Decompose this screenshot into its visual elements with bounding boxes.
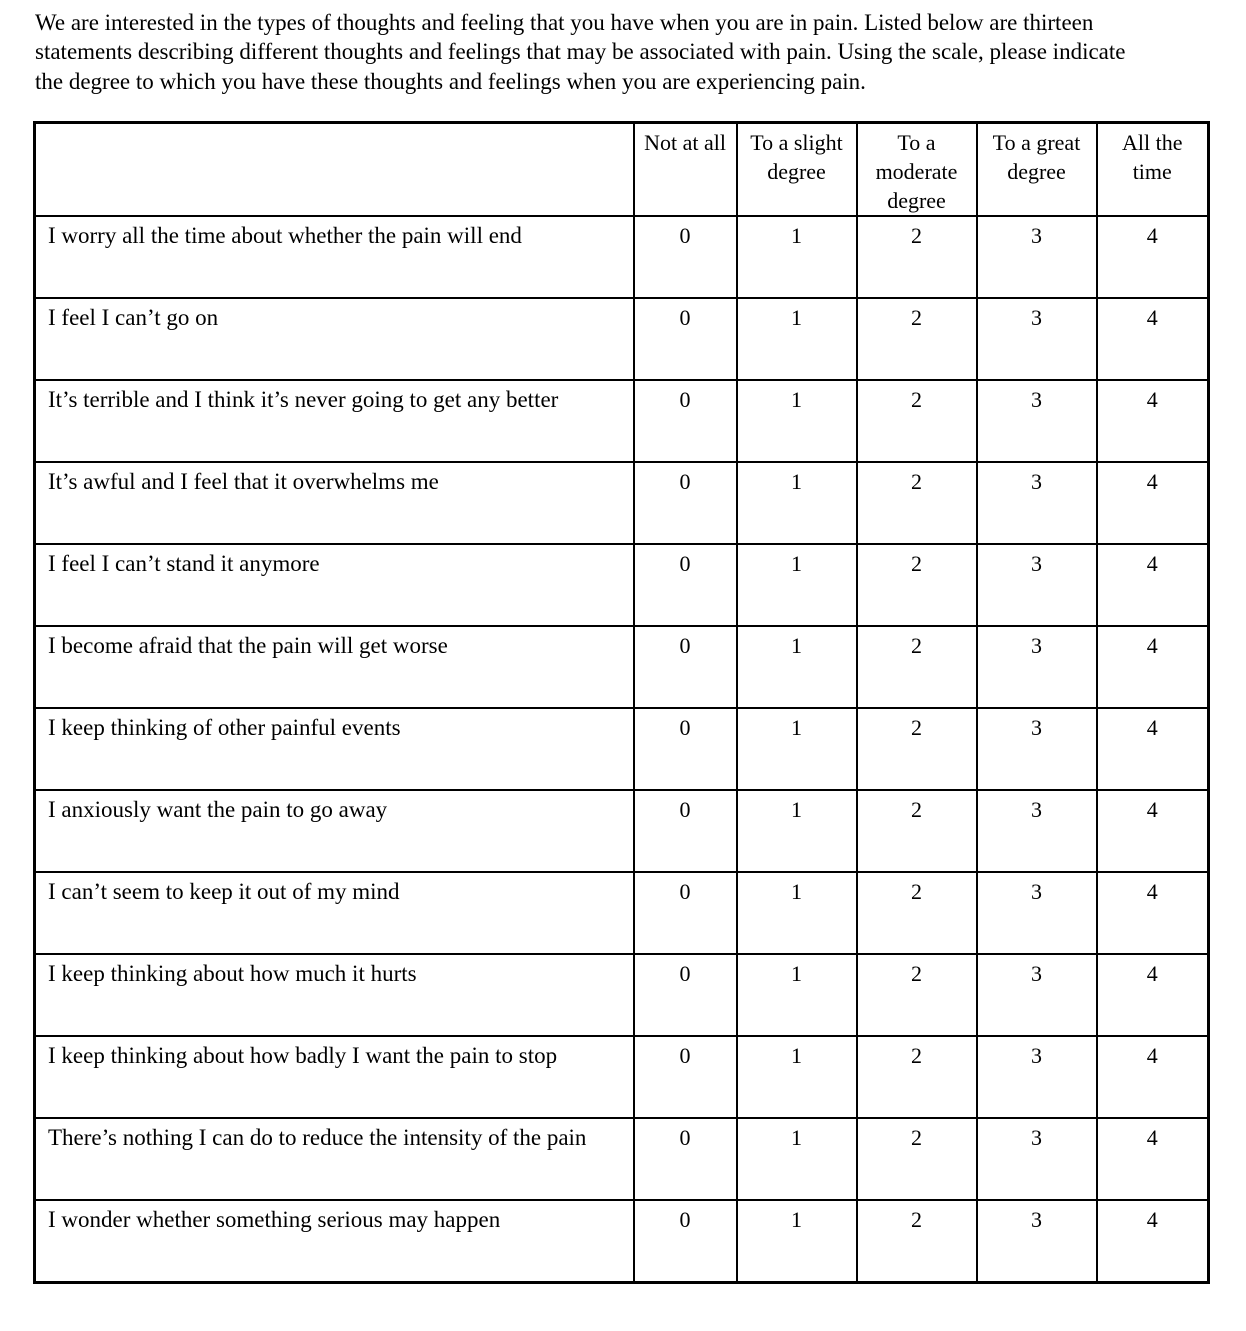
column-header-not-at-all: Not at all [634, 123, 737, 216]
rating-option-3[interactable]: 3 [977, 298, 1097, 380]
rating-option-2[interactable]: 2 [857, 216, 977, 298]
rating-option-2[interactable]: 2 [857, 1036, 977, 1118]
rating-option-4[interactable]: 4 [1097, 1036, 1209, 1118]
rating-option-1[interactable]: 1 [737, 626, 857, 708]
rating-option-1[interactable]: 1 [737, 1118, 857, 1200]
rating-option-0[interactable]: 0 [634, 298, 737, 380]
rating-option-3[interactable]: 3 [977, 954, 1097, 1036]
rating-option-0[interactable]: 0 [634, 380, 737, 462]
rating-option-3[interactable]: 3 [977, 462, 1097, 544]
rating-option-2[interactable]: 2 [857, 872, 977, 954]
rating-option-4[interactable]: 4 [1097, 544, 1209, 626]
table-row [35, 790, 1209, 872]
rating-option-3[interactable]: 3 [977, 544, 1097, 626]
rating-option-1[interactable]: 1 [737, 216, 857, 298]
rating-option-3[interactable]: 3 [977, 1200, 1097, 1282]
rating-option-3[interactable]: 3 [977, 1036, 1097, 1118]
statement-cell: I become afraid that the pain will get worse [35, 626, 634, 708]
rating-option-2[interactable]: 2 [857, 708, 977, 790]
rating-option-1[interactable]: 1 [737, 954, 857, 1036]
rating-option-0[interactable]: 0 [634, 626, 737, 708]
rating-option-2[interactable]: 2 [857, 462, 977, 544]
rating-option-1[interactable]: 1 [737, 790, 857, 872]
table-row [35, 1200, 1209, 1282]
statement-cell: I keep thinking of other painful events [35, 708, 634, 790]
rating-option-1[interactable]: 1 [737, 462, 857, 544]
rating-option-0[interactable]: 0 [634, 790, 737, 872]
header-row [35, 123, 1209, 216]
rating-option-4[interactable]: 4 [1097, 872, 1209, 954]
column-header-all-the-time: All the time [1097, 123, 1209, 216]
statement-cell: It’s awful and I feel that it overwhelms me [35, 462, 634, 544]
rating-option-3[interactable]: 3 [977, 790, 1097, 872]
rating-option-2[interactable]: 2 [857, 954, 977, 1036]
rating-option-2[interactable]: 2 [857, 626, 977, 708]
rating-option-4[interactable]: 4 [1097, 708, 1209, 790]
rating-option-1[interactable]: 1 [737, 1200, 857, 1282]
rating-option-0[interactable]: 0 [634, 462, 737, 544]
rating-option-0[interactable]: 0 [634, 1200, 737, 1282]
table-row [35, 1118, 1209, 1200]
rating-option-2[interactable]: 2 [857, 790, 977, 872]
rating-option-1[interactable]: 1 [737, 544, 857, 626]
rating-option-2[interactable]: 2 [857, 544, 977, 626]
statement-cell: It’s terrible and I think it’s never going to get any better [35, 380, 634, 462]
rating-option-2[interactable]: 2 [857, 298, 977, 380]
table-row [35, 1036, 1209, 1118]
table-row [35, 954, 1209, 1036]
rating-option-0[interactable]: 0 [634, 708, 737, 790]
table-row [35, 626, 1209, 708]
rating-option-3[interactable]: 3 [977, 872, 1097, 954]
table-row [35, 872, 1209, 954]
rating-option-1[interactable]: 1 [737, 708, 857, 790]
rating-option-0[interactable]: 0 [634, 1036, 737, 1118]
rating-option-0[interactable]: 0 [634, 216, 737, 298]
statement-cell: I wonder whether something serious may happen [35, 1200, 634, 1282]
rating-option-3[interactable]: 3 [977, 708, 1097, 790]
statement-cell: I keep thinking about how much it hurts [35, 954, 634, 1036]
statement-column-header-empty [35, 123, 634, 216]
rating-option-1[interactable]: 1 [737, 1036, 857, 1118]
rating-option-4[interactable]: 4 [1097, 1118, 1209, 1200]
instructions-paragraph: We are interested in the types of thoughts and feeling that you have when you are in pain. Listed below are thirteen statements describing different thoughts and feelings that may be associated with pain. Using the scale, please indicate the degree to which you have these thoughts and feelings when you are experiencing pain. [35, 10, 1126, 94]
rating-table [33, 121, 1210, 1283]
rating-option-3[interactable]: 3 [977, 1118, 1097, 1200]
column-header-moderate-degree: To a moderate degree [857, 123, 977, 216]
table-row [35, 544, 1209, 626]
rating-option-1[interactable]: 1 [737, 380, 857, 462]
column-header-great-degree: To a great degree [977, 123, 1097, 216]
rating-option-1[interactable]: 1 [737, 872, 857, 954]
rating-option-4[interactable]: 4 [1097, 1200, 1209, 1282]
table-row [35, 380, 1209, 462]
rating-option-0[interactable]: 0 [634, 872, 737, 954]
statement-cell: I keep thinking about how badly I want the pain to stop [35, 1036, 634, 1118]
rating-option-2[interactable]: 2 [857, 1118, 977, 1200]
rating-option-0[interactable]: 0 [634, 1118, 737, 1200]
rating-option-4[interactable]: 4 [1097, 626, 1209, 708]
rating-option-4[interactable]: 4 [1097, 462, 1209, 544]
rating-option-2[interactable]: 2 [857, 380, 977, 462]
rating-option-3[interactable]: 3 [977, 216, 1097, 298]
statement-cell: There’s nothing I can do to reduce the intensity of the pain [35, 1118, 634, 1200]
rating-option-0[interactable]: 0 [634, 544, 737, 626]
table-row [35, 298, 1209, 380]
statement-cell: I can’t seem to keep it out of my mind [35, 872, 634, 954]
rating-option-3[interactable]: 3 [977, 626, 1097, 708]
statement-cell: I anxiously want the pain to go away [35, 790, 634, 872]
table-row [35, 216, 1209, 298]
rating-option-4[interactable]: 4 [1097, 790, 1209, 872]
statement-cell: I feel I can’t go on [35, 298, 634, 380]
rating-option-4[interactable]: 4 [1097, 380, 1209, 462]
rating-option-4[interactable]: 4 [1097, 298, 1209, 380]
rating-option-3[interactable]: 3 [977, 380, 1097, 462]
rating-option-1[interactable]: 1 [737, 298, 857, 380]
rating-option-4[interactable]: 4 [1097, 216, 1209, 298]
rating-option-4[interactable]: 4 [1097, 954, 1209, 1036]
rating-option-2[interactable]: 2 [857, 1200, 977, 1282]
table-row [35, 708, 1209, 790]
column-header-slight-degree: To a slight degree [737, 123, 857, 216]
table-row [35, 462, 1209, 544]
rating-option-0[interactable]: 0 [634, 954, 737, 1036]
statement-cell: I feel I can’t stand it anymore [35, 544, 634, 626]
statement-cell: I worry all the time about whether the pain will end [35, 216, 634, 298]
